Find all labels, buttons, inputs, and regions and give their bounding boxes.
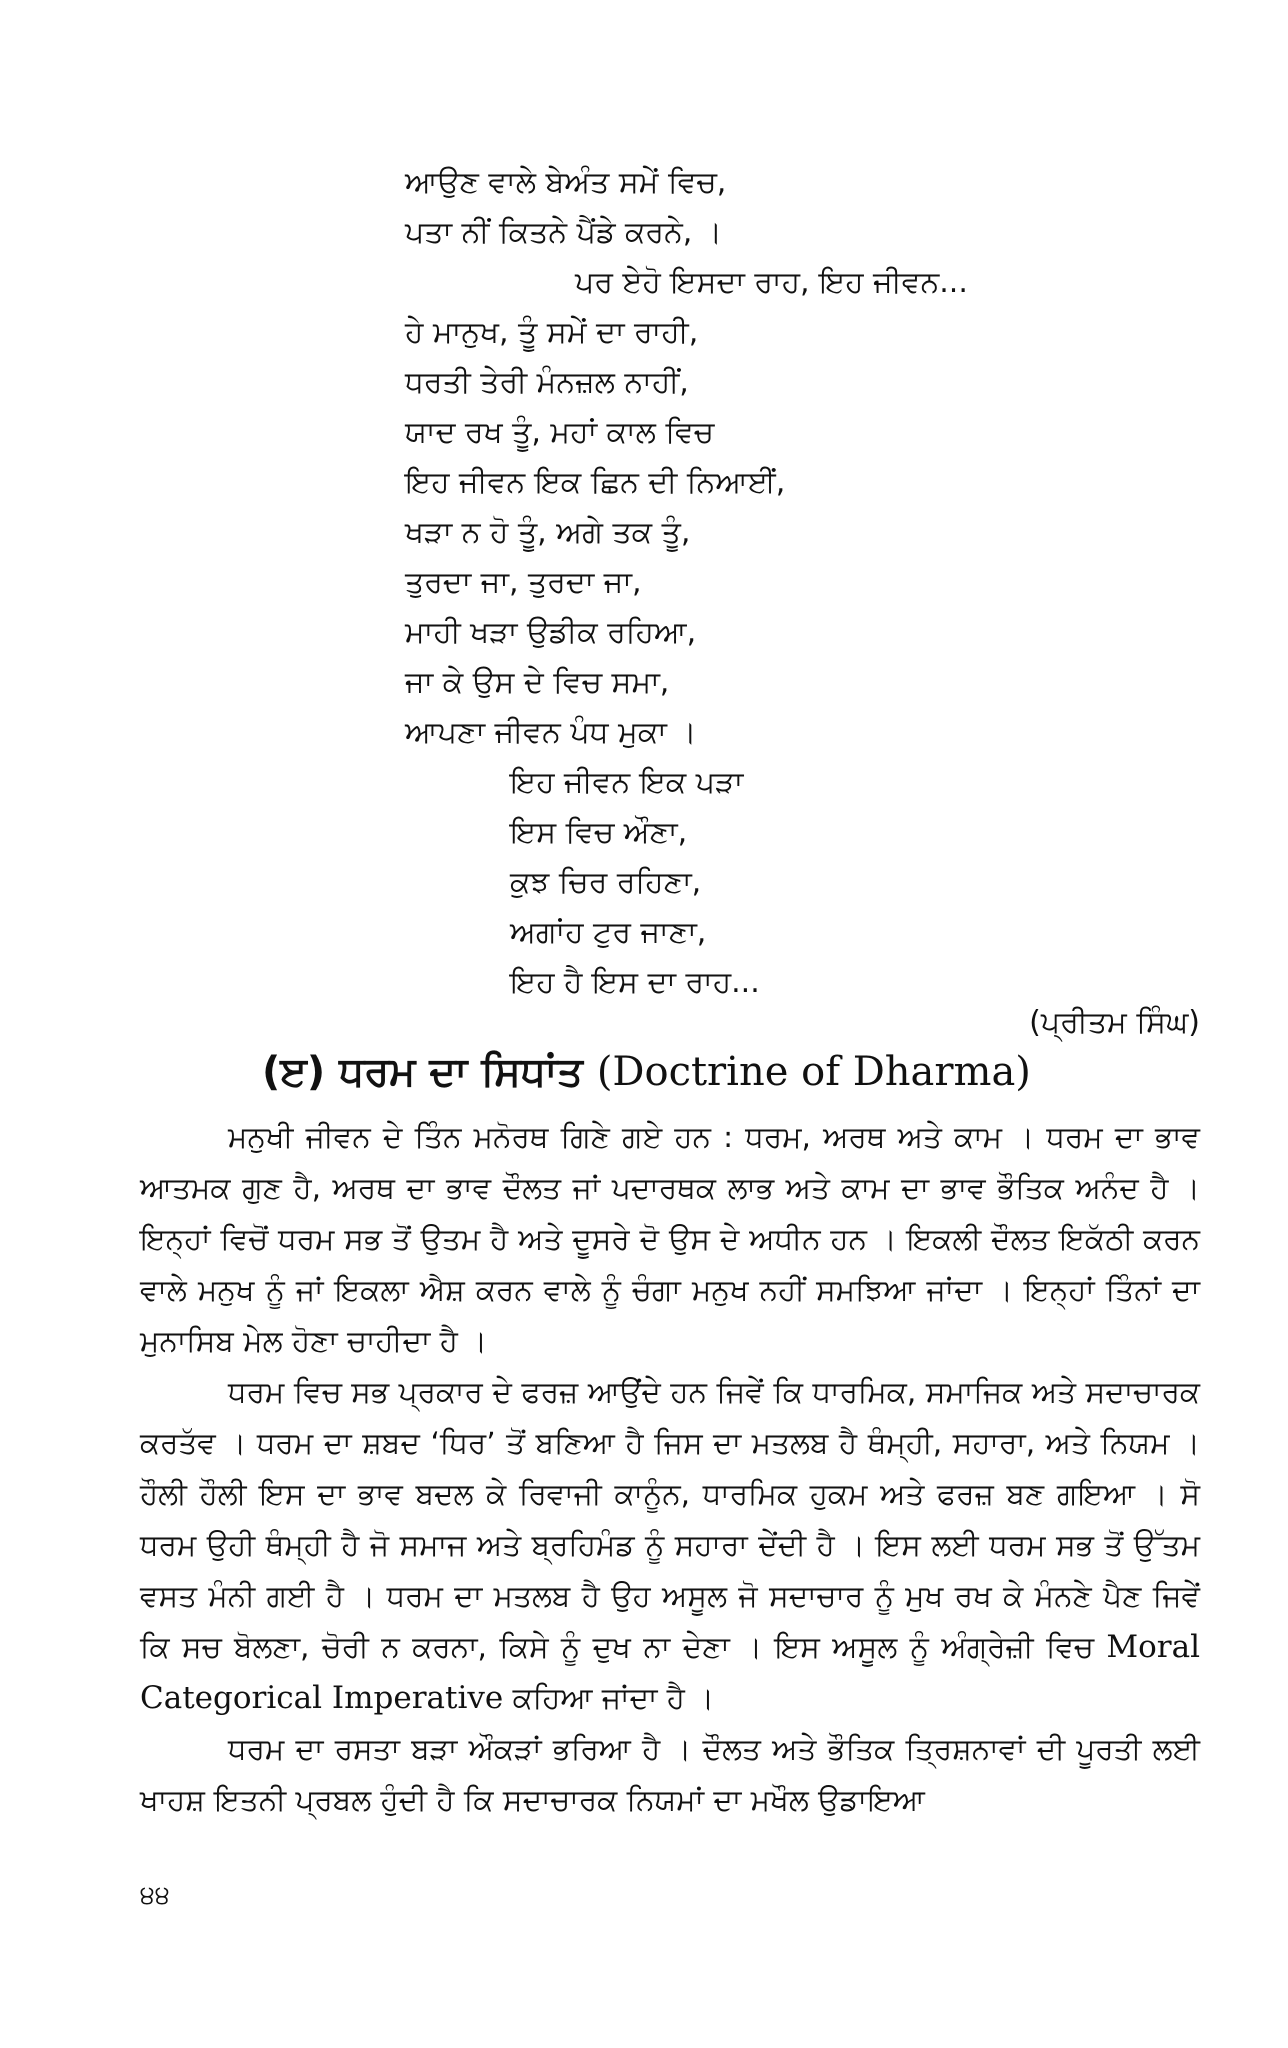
english-term: Moral Categorical Imperative — [140, 1629, 1200, 1716]
poem-line: ਆਪਣਾ ਜੀਵਨ ਪੰਧ ਮੁਕਾ । — [405, 715, 697, 750]
poem-line: ਜਾ ਕੇ ਉਸ ਦੇ ਵਿਚ ਸਮਾ, — [405, 665, 670, 700]
body-text — [140, 1112, 1200, 1826]
paragraph-2-text: ਧਰਮ ਵਿਚ ਸਭ ਪ੍ਰਕਾਰ ਦੇ ਫਰਜ਼ ਆਉਂਦੇ ਹਨ ਜਿਵੇਂ ਕਿ ਧਾਰਮਿਕ, ਸਮਾਜਿਕ ਅਤੇ ਸਦਾਚਾਰਕ ਕਰਤੱਵ । ਧਰਮ ਦਾ ਸ਼ਬਦ ‘ਧਿਰ’ ਤੋਂ ਬਣਿਆ ਹੈ ਜਿਸ ਦਾ ਮਤਲਬ ਹੈ ਥੰਮ੍ਹੀ, ਸਹਾਰਾ, ਅਤੇ ਨਿਯਮ । ਹੌਲੀ ਹੌਲੀ ਇਸ ਦਾ ਭਾਵ ਬਦਲ ਕੇ ਰਿਵਾਜੀ ਕਾਨੂੰਨ, ਧਾਰਮਿਕ ਹੁਕਮ ਅਤੇ ਫਰਜ਼ ਬਣ ਗਇਆ । ਸੋ ਧਰਮ ਉਹੀ ਥੰਮ੍ਹੀ ਹੈ ਜੋ ਸਮਾਜ ਅਤੇ ਬ੍ਰਹਿਮੰਡ ਨੂੰ ਸਹਾਰਾ ਦੇਂਦੀ ਹੈ । ਇਸ ਲਈ ਧਰਮ ਸਭ ਤੋਂ ਉੱਤਮ ਵਸਤ ਮੰਨੀ ਗਈ ਹੈ । ਧਰਮ ਦਾ ਮਤਲਬ ਹੈ ਉਹ ਅਸੂਲ ਜੋ ਸਦਾਚਾਰ ਨੂੰ ਮੁਖ ਰਖ ਕੇ ਮੰਨਣੇ ਪੈਣ ਜਿਵੇਂ ਕਿ ਸਚ ਬੋਲਣਾ, ਚੋਰੀ ਨ ਕਰਨਾ, ਕਿਸੇ ਨੂੰ ਦੁਖ ਨਾ ਦੇਣਾ । ਇਸ ਅਸੂਲ ਨੂੰ ਅੰਗ੍ਰੇਜ਼ੀ ਵਿਚ — [140, 1375, 1200, 1664]
poem-line: ਕੁਝ ਚਿਰ ਰਹਿਣਾ, — [510, 865, 702, 900]
poem-line: ਇਹ ਜੀਵਨ ਇਕ ਛਿਨ ਦੀ ਨਿਆਈਂ, — [405, 465, 786, 500]
poem-line: ਹੇ ਮਾਨੁਖ, ਤੂੰ ਸਮੇਂ ਦਾ ਰਾਹੀ, — [405, 315, 699, 350]
poem-line: ਯਾਦ ਰਖ ਤੂੰ, ਮਹਾਂ ਕਾਲ ਵਿਚ — [405, 415, 715, 450]
section-number: (ੲ) — [262, 1049, 326, 1095]
paragraph-1: ਮਨੁਖੀ ਜੀਵਨ ਦੇ ਤਿੰਨ ਮਨੋਰਥ ਗਿਣੇ ਗਏ ਹਨ : ਧਰਮ, ਅਰਥ ਅਤੇ ਕਾਮ । ਧਰਮ ਦਾ ਭਾਵ ਆਤਮਕ ਗੁਣ ਹੈ, ਅਰਥ ਦਾ ਭਾਵ ਦੌਲਤ ਜਾਂ ਪਦਾਰਥਕ ਲਾਭ ਅਤੇ ਕਾਮ ਦਾ ਭਾਵ ਭੌਤਿਕ ਅਨੰਦ ਹੈ । ਇਨ੍ਹਾਂ ਵਿਚੋਂ ਧਰਮ ਸਭ ਤੋਂ ਉਤਮ ਹੈ ਅਤੇ ਦੂਸਰੇ ਦੋ ਉਸ ਦੇ ਅਧੀਨ ਹਨ । ਇਕਲੀ ਦੌਲਤ ਇਕੱਠੀ ਕਰਨ ਵਾਲੇ ਮਨੁਖ ਨੂੰ ਜਾਂ ਇਕਲਾ ਐਸ਼ ਕਰਨ ਵਾਲੇ ਨੂੰ ਚੰਗਾ ਮਨੁਖ ਨਹੀਂ ਸਮਝਿਆ ਜਾਂਦਾ । ਇਨ੍ਹਾਂ ਤਿੰਨਾਂ ਦਾ ਮੁਨਾਸਿਬ ਮੇਲ ਹੋਣਾ ਚਾਹੀਦਾ ਹੈ । — [140, 1120, 1200, 1358]
poem-line: ਮਾਹੀ ਖੜਾ ਉਡੀਕ ਰਹਿਆ, — [405, 615, 697, 650]
paragraph-3: ਧਰਮ ਦਾ ਰਸਤਾ ਬੜਾ ਔਕੜਾਂ ਭਰਿਆ ਹੈ । ਦੌਲਤ ਅਤੇ ਭੌਤਿਕ ਤ੍ਰਿਸ਼ਨਾਵਾਂ ਦੀ ਪੂਰਤੀ ਲਈ ਖਾਹਸ਼ ਇਤਨੀ ਪ੍ਰਬਲ ਹੁੰਦੀ ਹੈ ਕਿ ਸਦਾਚਾਰਕ ਨਿਯਮਾਂ ਦਾ ਮਖੌਲ ਉਡਾਇਆ — [140, 1732, 1200, 1817]
poem-line: ਪਰ ਏਹੋ ਇਸਦਾ ਰਾਹ, ਇਹ ਜੀਵਨ... — [575, 265, 968, 300]
poem-line: ਖੜਾ ਨ ਹੋ ਤੂੰ, ਅਗੇ ਤਕ ਤੂੰ, — [405, 515, 691, 550]
page-number: ੪੪ — [140, 1880, 170, 1910]
poem-line: ਆਉਣ ਵਾਲੇ ਬੇਅੰਤ ਸਮੇਂ ਵਿਚ, — [405, 165, 727, 200]
section-heading — [262, 1049, 1031, 1095]
poem-line: ਧਰਤੀ ਤੇਰੀ ਮੰਨਜ਼ਲ ਨਾਹੀਂ, — [405, 365, 689, 400]
paragraph-2-end: ਕਹਿਆ ਜਾਂਦਾ ਹੈ । — [512, 1681, 715, 1715]
paragraph-2 — [140, 1367, 1200, 1724]
poem-line: ਤੁਰਦਾ ਜਾ, ਤੁਰਦਾ ਜਾ, — [405, 565, 642, 600]
poem-line: ਪਤਾ ਨੀਂ ਕਿਤਨੇ ਪੈਂਡੇ ਕਰਨੇ, । — [405, 215, 723, 250]
poem-line: ਇਹ ਹੈ ਇਸ ਦਾ ਰਾਹ... — [510, 965, 760, 1000]
poem-attribution: (ਪ੍ਰੀਤਮ ਸਿੰਘ) — [1029, 1005, 1200, 1040]
poem-line: ਅਗਾਂਹ ਟੁਰ ਜਾਣਾ, — [510, 915, 707, 950]
section-title-punjabi: ਧਰਮ ਦਾ ਸਿਧਾਂਤ — [339, 1049, 583, 1095]
section-title-english: (Doctrine of Dharma) — [596, 1049, 1031, 1095]
poem-line: ਇਹ ਜੀਵਨ ਇਕ ਪੜਾ — [510, 765, 744, 800]
poem-line: ਇਸ ਵਿਚ ਔਣਾ, — [510, 815, 688, 850]
